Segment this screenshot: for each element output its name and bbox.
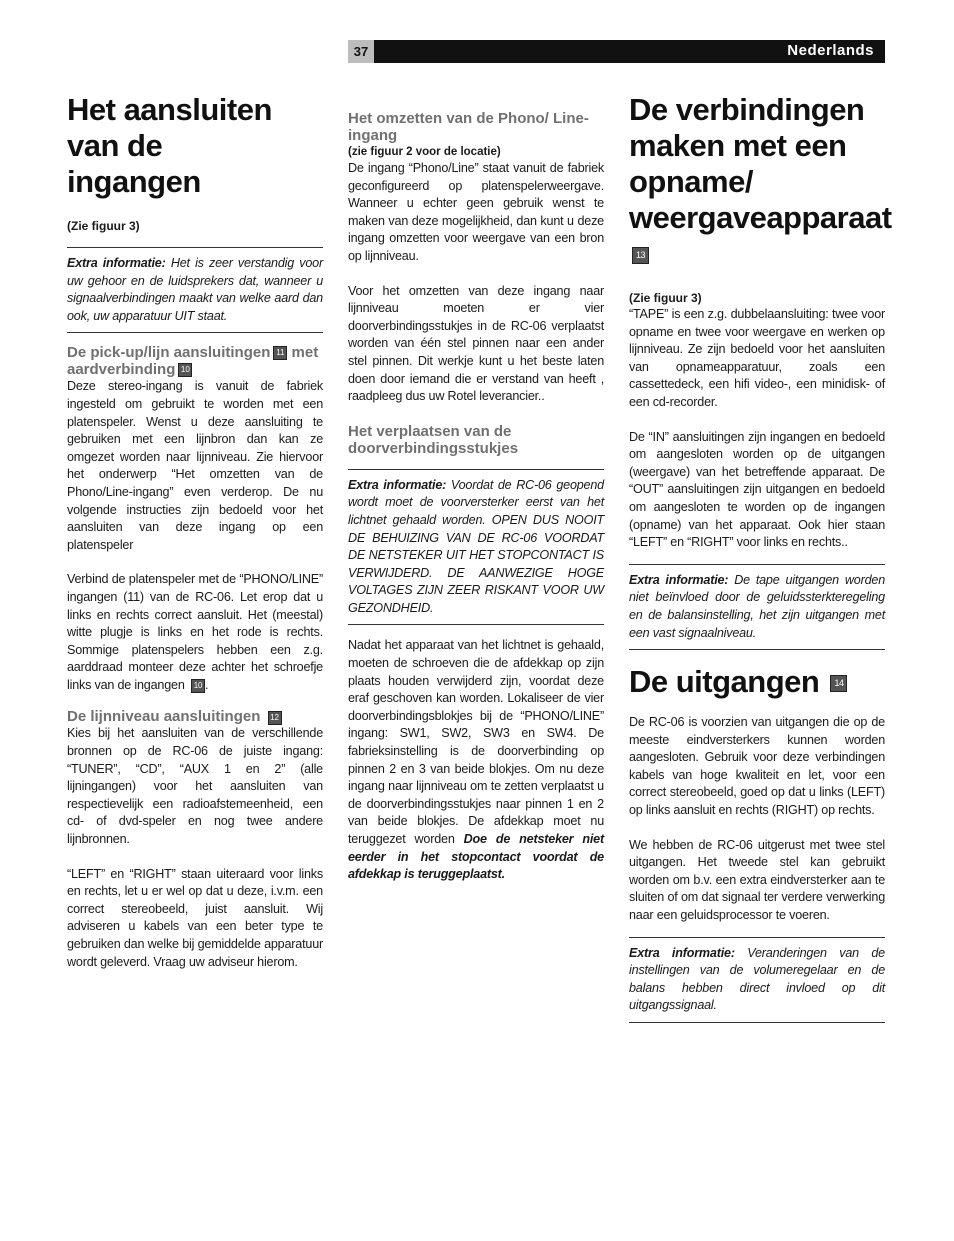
subsection-title-jumpers: Het verplaatsen van de doorverbindingsstukjes [348, 422, 519, 457]
warning-note [348, 469, 604, 626]
section-title-recording: De verbindingen maken met een opname/ weergaveapparaat 13 [629, 92, 885, 272]
paragraph: Verbind de platenspeler met de “PHONO/LINE” ingangen (11) van de RC-06. Let erop dat u links en rechts correct aansluit. Het (meestal) witte plugje is links en het rode is rechts. Sommige platenspelers hebben een z.g. aarddraad monteer deze achter het schroefje links van de ingangen 10 . [67, 572, 323, 692]
paragraph: Voor het omzetten van deze ingang naar lijnniveau moeten er vier doorverbindingsstukjes in de RC-06 verplaatst worden van één stel pinnen naar een ander stel pinnen. Dit werkje kunt u het beste laten doen door iemand die er verstand van heeft , raadpleeg dus uw Rotel leverancier.. [348, 283, 604, 404]
info-note [67, 247, 323, 333]
note-text: Veranderingen van de instellingen van de volumeregelaar en de balans hebben direct invloed op dit uitgangssignaal. [629, 945, 885, 1013]
figure-reference: (zie figuur 2 voor de locatie) [348, 146, 501, 158]
language-label: Nederlands [787, 42, 874, 59]
note-text: Het is zeer verstandig voor uw gehoor en de luidsprekers dat, wanneer u signaalverbindingen maakt van welke aard dan ook, uw apparatuur UIT staat. [67, 256, 323, 323]
column-1 [67, 92, 323, 971]
number-badge-icon: 11 [273, 346, 287, 360]
paragraph: De RC-06 is voorzien van uitgangen die op de meeste eindversterkers kunnen worden aangesloten. Gebruik voor deze verbindingen kabels van hoge kwaliteit en let, voor een correct stereobeeld, goed op dat u links (LEFT) op links aansluit en rechts (RIGHT) op rechts. [629, 715, 885, 818]
section-title-inputs: Het aansluiten van de ingangen [67, 92, 272, 199]
number-badge-icon: 14 [830, 675, 847, 692]
paragraph: Nadat het apparaat van het lichtnet is gehaald, moeten de schroeven die de afdekkap op zijn plaats houden verwijderd zijn, voordat deze eraf geschoven kan worden. Lokaliseer de vier doorverbindingsblokjes bij de “PHONO/LINE” ingang: SW1, SW2, SW3 en SW4. De fabrieksinstelling is de doorverbinding op pinnen 2 en 3 van beide blokjes. Om nu deze ingang naar lijnniveau om te zetten verplaatst u de doorverbindingsstukjes naar pinnen 1 en 2 van beide blokjes. De afdekkap moet nu teruggezet worden Doe de netsteker niet eerder in het stopcontact voordat de afdekkap is teruggeplaatst. [348, 638, 604, 882]
subsection-title-line-level: De lijnniveau aansluitingen 12 [67, 708, 323, 725]
number-badge-icon: 13 [632, 247, 649, 264]
paragraph: “TAPE” is een z.g. dubbelaansluiting: twee voor opname en twee voor weergave en werken op lijnniveau. Ze zijn bedoeld voor het aansluiten van opnameapparatuur, zoals een cassettedeck, een hifi video-, een minidisk- of een cd-recorder. [629, 307, 885, 409]
paragraph: De ingang “Phono/Line” staat vanuit de fabriek geconfigureerd op platenspelerweergave. Wanneer u echter geen gebruik wenst te maken van deze mogelijkheid, dan kunt u deze ingang omzetten voor weergave van een bron op lijnniveau. [348, 161, 604, 263]
paragraph: Kies bij het aansluiten van de verschillende bronnen op de RC-06 de juiste ingang: “TUNER”, “CD”, “AUX 1 en 2” (alle lijningangen) voor het aansluiten van respectievelijk een radioafstemeenheid, een cd- of dvd-speler en nog twee andere lijnbronnen. [67, 726, 323, 847]
number-badge-icon: 12 [268, 711, 282, 725]
figure-reference: (Zie figuur 3) [67, 219, 140, 233]
info-note [629, 564, 885, 650]
paragraph: Deze stereo-ingang is vanuit de fabriek ingesteld om gebruikt te worden met een platenspeler. Wenst u deze aansluiting te gebruiken met een lijnbron dan kan ze omgezet worden naar lijnniveau. Zie hiervoor het onderwerp “Het omzetten van de Phono/Line-ingang” even verderop. De nu volgende instructies zijn bedoeld voor het aansluiten van deze ingang op een platenspeler [67, 379, 323, 552]
note-label: Extra informatie: [629, 572, 729, 587]
note-text: De tape uitgangen worden niet beïnvloed door de geluidssterkteregeling en de balansinstelling, het zijn uitgangen met een vast signaalniveau. [629, 572, 885, 640]
number-badge-icon: 10 [191, 679, 205, 693]
note-label: Extra informatie: [629, 945, 735, 960]
info-note [629, 937, 885, 1023]
figure-reference: (Zie figuur 3) [629, 291, 702, 305]
section-title-outputs: De uitgangen 14 [629, 664, 885, 700]
note-label: Extra informatie: [348, 477, 447, 492]
paragraph: We hebben de RC-06 uitgerust met twee stel uitgangen. Het tweede stel kan gebruikt worden om b.v. een extra eindversterker aan te sluiten of om dat signaal ter verdere verwerking naar een geluidsprocessor te voeren. [629, 837, 885, 923]
subsection-title-phono: De pick-up/lijn aansluitingen 11 met aardverbinding 10 [67, 344, 319, 379]
page-number: 37 [348, 40, 374, 63]
column-2 [348, 110, 604, 884]
paragraph: De “IN” aansluitingen zijn ingangen en bedoeld om aangesloten worden op de uitgangen (weergave) van het betreffende apparaat. De “OUT” aansluitingen zijn uitgangen en bedoeld om aangesloten te worden op de ingangen (opname) van het apparaat. Ook hier staan “LEFT” en “RIGHT” voor links en rechts.. [629, 429, 885, 550]
number-badge-icon: 10 [178, 363, 192, 377]
subsection-title-convert: Het omzetten van de Phono/ Line-ingang [348, 110, 589, 144]
note-label: Extra informatie: [67, 256, 166, 270]
column-3 [629, 92, 892, 1023]
note-text: Voordat de RC-06 geopend wordt moet de voorversterker eerst van het lichtnet gehaald worden. OPEN DUS NOOIT DE BEHUIZING VAN DE RC-06 VOORDAT DE NETSTEKER UIT HET STOPCONTACT IS VERWIJDERD. DE AANWEZIGE HOGE VOLTAGES ZIJN ZEER RISKANT VOOR UW GEZONDHEID. [348, 477, 604, 615]
paragraph: “LEFT” en “RIGHT” staan uiteraard voor links en rechts, let u er wel op dat u deze, i.v.m. een correct stereobeeld, juist aansluit. Wij adviseren u kabels van een beter type te gebruiken dan welke bij gemiddelde apparatuur wordt geleverd. Vraag uw adviseur hierom. [67, 866, 323, 969]
